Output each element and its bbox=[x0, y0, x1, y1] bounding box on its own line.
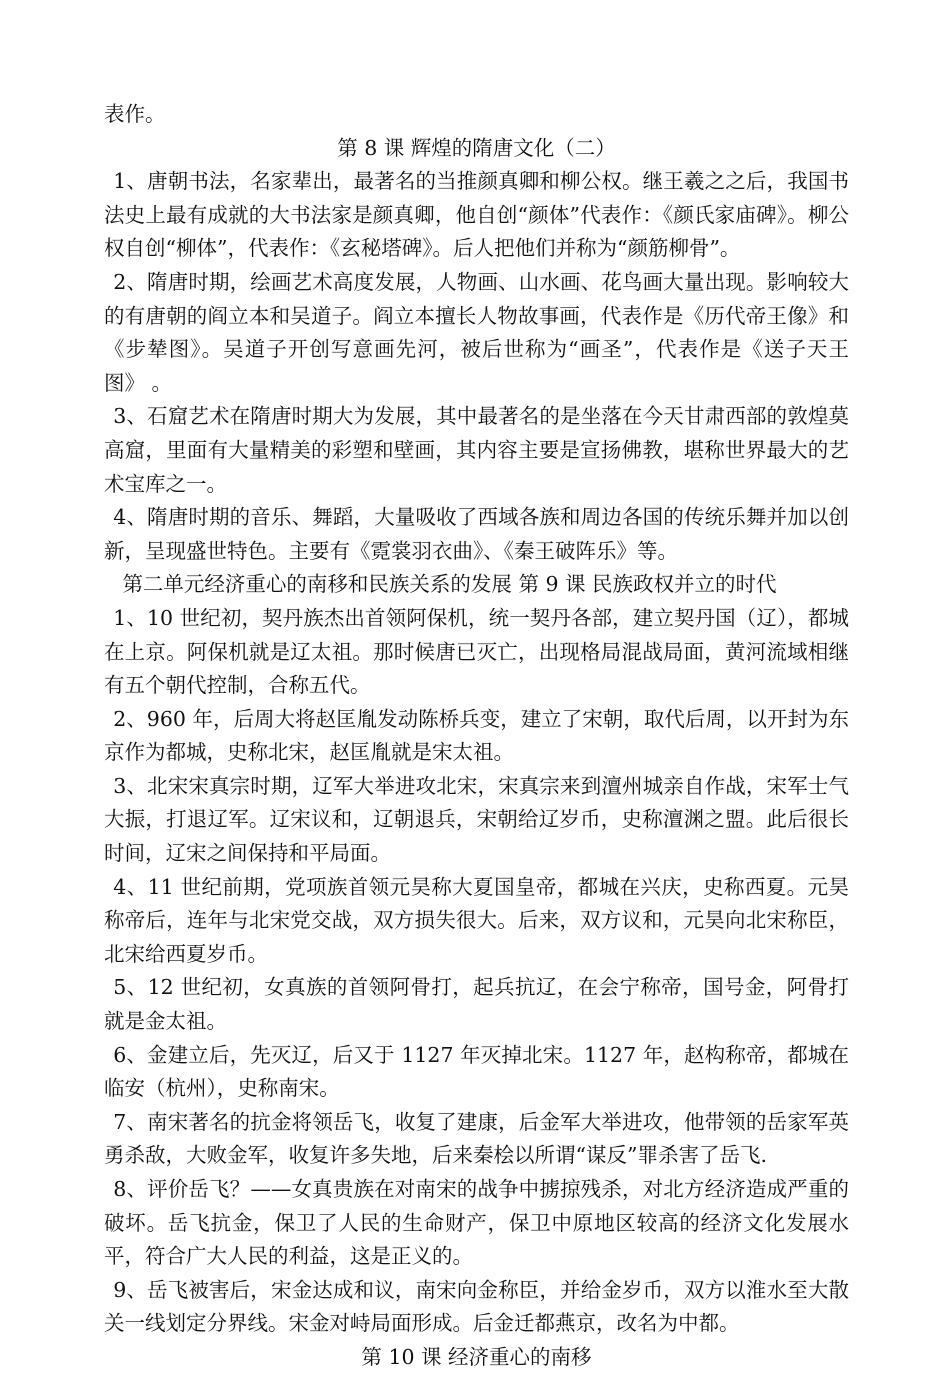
lesson-8-paragraph-4: 4、隋唐时期的音乐、舞蹈，大量吸收了西域各族和周边各国的传统乐舞并加以创新，呈现盛世特色。主要有《霓裳羽衣曲》、《秦王破阵乐》等。 bbox=[104, 505, 849, 563]
lesson-8-paragraph-1: 1、唐朝书法，名家辈出，最著名的当推颜真卿和柳公权。继王羲之之后，我国书法史上最有成就的大书法家是颜真卿，他自创“颜体”代表作：《颜氏家庙碑》。柳公权自创“柳体”，代表作：《玄秘塔碑》。后人把他们并称为“颜筋柳骨”。 bbox=[104, 169, 849, 261]
unit-2-lesson-9-title: 第二单元经济重心的南移和民族关系的发展 第 9 课 民族政权并立的时代 bbox=[122, 572, 777, 597]
lesson-8-paragraph-2: 2、隋唐时期，绘画艺术高度发展，人物画、山水画、花鸟画大量出现。影响较大的有唐朝的阎立本和吴道子。阎立本擅长人物故事画，代表作是《历代帝王像》和《步辇图》。吴道子开创写意画先河，被后世称为“画圣”，代表作是《送子天王图》 。 bbox=[104, 269, 849, 395]
lesson-9-paragraph-2: 2、960 年，后周大将赵匡胤发动陈桥兵变，建立了宋朝，取代后周，以开封为东京作为都城，史称北宋，赵匡胤就是宋太祖。 bbox=[104, 706, 849, 765]
lesson-8-paragraph-3: 3、石窟艺术在隋唐时期大为发展，其中最著名的是坐落在今天甘肃西部的敦煌莫高窟，里面有大量精美的彩塑和壁画，其内容主要是宣扬佛教，堪称世界最大的艺术宝库之一。 bbox=[104, 404, 849, 496]
lesson-9-paragraph-9: 9、岳飞被害后，宋金达成和议，南宋向金称臣，并给金岁币，双方以淮水至大散关一线划定分界线。宋金对峙局面形成。后金迁都燕京，改名为中都。 bbox=[104, 1277, 849, 1336]
lesson-9-paragraph-3: 3、北宋宋真宗时期，辽军大举进攻北宋，宋真宗来到澶州城亲自作战，宋军士气大振，打退辽军。辽宋议和，辽朝退兵，宋朝给辽岁币，史称澶渊之盟。此后很长时间，辽宋之间保持和平局面。 bbox=[104, 773, 849, 866]
lesson-9-paragraph-7: 7、南宋著名的抗金将领岳飞，收复了建康，后金军大举进攻，他带领的岳家军英勇杀敌，大败金军，收复许多失地，后来秦桧以所谓“谋反”罪杀害了岳飞. bbox=[104, 1109, 849, 1168]
lesson-10-title: 第 10 课 经济重心的南移 bbox=[361, 1344, 592, 1369]
lesson-9-paragraph-1: 1、10 世纪初，契丹族杰出首领阿保机，统一契丹各部，建立契丹国（辽），都城在上京。阿保机就是辽太祖。那时候唐已灭亡，出现格局混战局面，黄河流域相继有五个朝代控制，合称五代。 bbox=[104, 605, 849, 698]
document-body bbox=[104, 98, 849, 1375]
lesson-9-paragraph-8: 8、评价岳飞？——女真贵族在对南宋的战争中掳掠残杀，对北方经济造成严重的破坏。岳飞抗金，保卫了人民的生命财产，保卫中原地区较高的经济文化发展水平，符合广大人民的利益，这是正义的。 bbox=[104, 1177, 849, 1269]
lesson-9-paragraph-6: 6、金建立后，先灭辽，后又于 1127 年灭掉北宋。1127 年，赵构称帝，都城在临安（杭州），史称南宋。 bbox=[104, 1042, 849, 1101]
continuation-text: 表作。 bbox=[104, 102, 166, 126]
lesson-8-title: 第 8 课 辉煌的隋唐文化（二） bbox=[337, 135, 616, 160]
lesson-9-paragraph-4: 4、11 世纪前期，党项族首领元昊称大夏国皇帝，都城在兴庆，史称西夏。元昊称帝后，连年与北宋党交战，双方损失很大。后来，双方议和，元昊向北宋称臣，北宋给西夏岁币。 bbox=[104, 874, 849, 966]
lesson-9-paragraph-5: 5、12 世纪初，女真族的首领阿骨打，起兵抗辽，在会宁称帝，国号金，阿骨打就是金太祖。 bbox=[104, 975, 849, 1034]
